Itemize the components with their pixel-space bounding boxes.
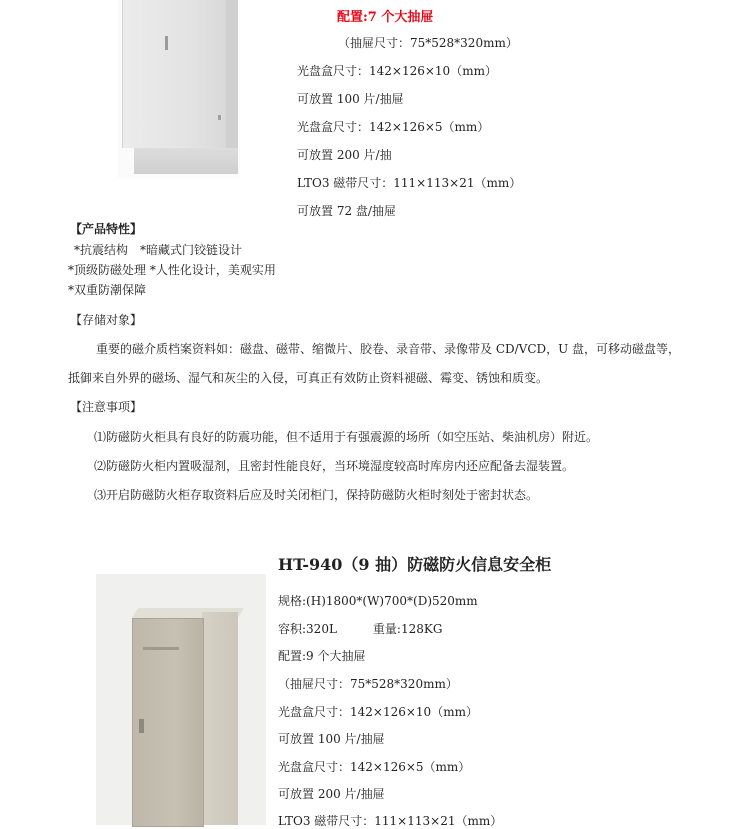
cabinet-handle	[139, 719, 144, 733]
cabinet-image-bottom	[96, 574, 266, 825]
top-spec-line: 可放置 200 片/抽	[297, 148, 392, 162]
cabinet-side	[202, 612, 238, 825]
bottom-spec-line: 配置:9 个大抽屉	[278, 649, 366, 663]
cabinet-image-top	[118, 0, 240, 178]
cabinet-base	[134, 148, 238, 174]
top-spec-line: 光盘盒尺寸：142×126×5（mm）	[297, 120, 490, 134]
top-spec-line: 光盘盒尺寸：142×126×10（mm）	[297, 64, 497, 78]
feature-line: *顶级防磁处理 *人性化设计，美观实用	[68, 263, 276, 277]
cabinet-door	[132, 618, 204, 827]
bottom-spec-line: 可放置 200 片/抽屉	[278, 787, 385, 801]
product-heading: HT-940（9 抽）防磁防火信息安全柜	[278, 555, 552, 574]
feature-line: *抗震结构 *暗藏式门铰链设计	[74, 243, 243, 257]
top-spec-line: 可放置 72 盘/抽屉	[297, 204, 396, 218]
note-item: ⑴防磁防火柜具有良好的防震功能，但不适用于有强震源的场所（如空压站、柴油机房）附近。	[94, 430, 599, 444]
bottom-spec-line: 容积:320L 重量:128KG	[278, 622, 443, 636]
bottom-spec-line: （抽屉尺寸：75*528*320mm）	[278, 677, 458, 691]
top-spec-line: LTO3 磁带尺寸：111×113×21（mm）	[297, 176, 522, 190]
cabinet-door	[122, 0, 228, 148]
bottom-spec-line: 规格:(H)1800*(W)700*(D)520mm	[278, 594, 478, 608]
cabinet-label-plate	[143, 647, 179, 650]
feature-line: *双重防潮保障	[68, 283, 147, 297]
note-item: ⑵防磁防火柜内置吸湿剂，且密封性能良好，当环境湿度较高时库房内还应配备去湿装置。	[94, 459, 575, 473]
storage-title: 【存储对象】	[70, 313, 143, 327]
top-config-label: 配置:7 个大抽屉	[337, 10, 434, 25]
bottom-spec-line: 光盘盒尺寸：142×126×5（mm）	[278, 760, 471, 774]
features-title: 【产品特性】	[70, 222, 143, 236]
cabinet-handle	[165, 36, 168, 50]
storage-text: 抵御来自外界的磁场、湿气和灰尘的入侵，可真正有效防止资料褪磁、霉变、锈蚀和质变。	[68, 371, 549, 385]
cabinet-lock	[218, 115, 221, 120]
top-spec-line: 可放置 100 片/抽屉	[297, 92, 404, 106]
storage-text: 重要的磁介质档案资料如：磁盘、磁带、缩微片、胶卷、录音带、录像带及 CD/VCD，U 盘，可移动磁盘等，	[96, 342, 681, 356]
bottom-spec-line: 光盘盒尺寸：142×126×10（mm）	[278, 705, 478, 719]
bottom-spec-line: LTO3 磁带尺寸：111×113×21（mm）	[278, 814, 503, 828]
notes-title: 【注意事项】	[70, 400, 143, 414]
note-item: ⑶开启防磁防火柜存取资料后应及时关闭柜门，保持防磁防火柜时刻处于密封状态。	[94, 488, 539, 502]
top-spec-line: （抽屉尺寸：75*528*320mm）	[338, 36, 518, 50]
cabinet-side	[226, 0, 238, 148]
bottom-spec-line: 可放置 100 片/抽屉	[278, 732, 385, 746]
